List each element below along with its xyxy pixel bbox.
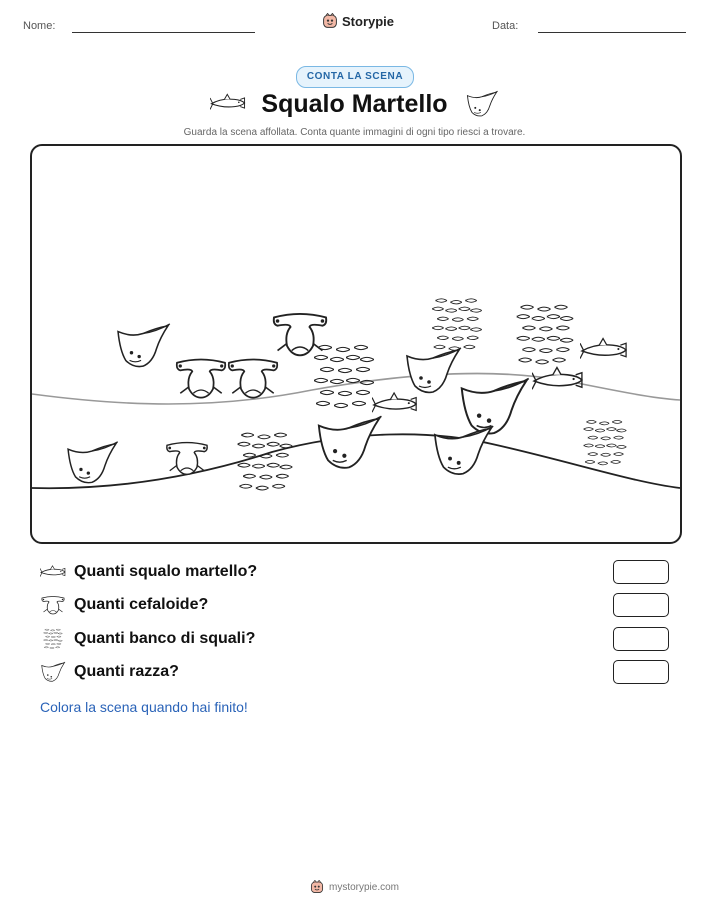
question-4 — [40, 658, 179, 686]
hammerhead-shark-icon — [40, 561, 66, 583]
stingray — [319, 416, 382, 468]
date-label: Data: — [492, 20, 519, 32]
stingray — [407, 348, 461, 392]
storypie-logo-icon — [310, 880, 324, 894]
answer-box-2[interactable] — [613, 593, 669, 617]
stingray — [462, 378, 529, 433]
footer-url: mystorypie.com — [328, 881, 399, 893]
color-instruction: Colora la scena quando hai finito! — [40, 699, 248, 715]
storypie-logo-icon — [322, 13, 338, 29]
date-field[interactable] — [538, 32, 686, 33]
footer — [0, 880, 709, 894]
answer-box-3[interactable] — [613, 627, 669, 651]
instructions: Guarda la scena affollata. Conta quante immagini di ogni tipo riesci a trovare. — [183, 127, 526, 138]
answer-box-1[interactable] — [613, 560, 669, 584]
stingray — [118, 324, 170, 367]
question-label: Quanti razza? — [74, 663, 179, 680]
name-field[interactable] — [72, 32, 255, 33]
shark-school — [237, 433, 293, 490]
question-label: Quanti banco di squali? — [74, 630, 256, 647]
name-label: Nome: — [23, 20, 56, 32]
question-3 — [40, 625, 255, 653]
question-2 — [40, 591, 208, 619]
stingray-icon — [465, 90, 499, 118]
stingray — [68, 442, 118, 483]
shark-school — [583, 420, 627, 465]
shark-school — [516, 305, 574, 364]
stingray — [435, 426, 493, 474]
activity-badge: CONTA LA SCENA — [296, 66, 414, 88]
brand — [322, 13, 394, 29]
brand-name: Storypie — [342, 13, 395, 29]
cephalofoil — [274, 314, 326, 355]
hammerhead-shark — [532, 368, 582, 390]
hammerhead-shark — [580, 338, 626, 358]
stingray-icon — [40, 661, 66, 683]
cephalofoil — [229, 359, 277, 397]
shark-school — [313, 345, 374, 408]
page-title: Squalo Martello — [261, 90, 448, 118]
shark-school — [431, 299, 482, 351]
cephalofoil — [167, 443, 207, 475]
counting-scene — [30, 144, 682, 544]
shark-school-icon — [40, 628, 66, 650]
question-label: Quanti cefaloide? — [74, 596, 209, 613]
answer-box-4[interactable] — [613, 660, 669, 684]
question-1 — [40, 558, 257, 586]
cephalofoil-icon — [40, 594, 66, 616]
cephalofoil — [177, 359, 225, 397]
scene-illustration — [32, 146, 680, 542]
hammerhead-shark — [372, 393, 416, 412]
question-label: Quanti squalo martello? — [74, 563, 258, 580]
